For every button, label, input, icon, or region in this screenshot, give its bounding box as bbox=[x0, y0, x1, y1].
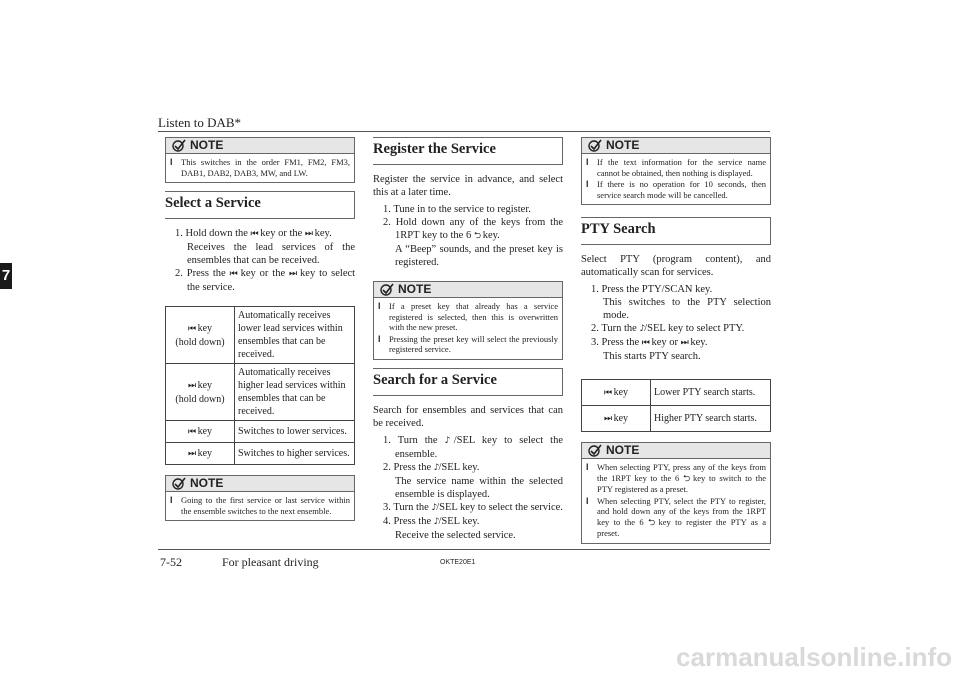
preset-arrow-icon: ⮌ bbox=[647, 517, 655, 528]
next-track-icon: ⏭ bbox=[680, 338, 688, 348]
step-item: 4. Press the ♪/SEL key. Receive the selected service. bbox=[383, 515, 516, 541]
note-item: l If the text information for the service name cannot be obtained, then nothing is displayed. bbox=[586, 157, 766, 178]
note-item: l If a preset key that already has a service registered is selected, then this is overwritten with the new preset. bbox=[378, 301, 558, 332]
table-row: ⏮ key Switches to lower services. bbox=[166, 421, 355, 443]
paragraph: Select PTY (program content), and automatically scan for services. bbox=[581, 254, 771, 278]
step-item: 1. Press the PTY/SCAN key. This switches to the PTY selection mode. bbox=[591, 284, 771, 321]
note-box bbox=[581, 137, 771, 205]
step-item: 2. Turn the ♪/SEL key to select PTY. bbox=[591, 323, 745, 334]
step-item: 2. Press the ♪/SEL key. The service name within the selected ensemble is displayed. bbox=[383, 461, 563, 500]
note-label: NOTE bbox=[606, 138, 640, 152]
tune-knob-icon: ♪ bbox=[444, 435, 454, 446]
note-label: NOTE bbox=[398, 282, 432, 296]
steps-list bbox=[373, 203, 563, 269]
next-track-icon: ⏭ bbox=[187, 448, 196, 459]
note-header bbox=[582, 138, 770, 154]
tune-knob-icon: ♪ bbox=[433, 516, 439, 527]
page-header-title: Listen to DAB* bbox=[158, 115, 242, 130]
paragraph: Search for ensembles and services that can be received. bbox=[373, 404, 563, 429]
header-rule bbox=[158, 131, 770, 132]
footer-rule bbox=[158, 549, 770, 550]
note-header bbox=[374, 282, 562, 298]
tune-knob-icon: ♪ bbox=[639, 324, 645, 334]
note-check-icon bbox=[172, 477, 186, 490]
chapter-tab: 7 bbox=[0, 263, 12, 289]
steps-list bbox=[373, 434, 563, 542]
next-track-icon: ⏭ bbox=[603, 413, 612, 424]
table-row: ⏮ key Lower PTY search starts. bbox=[582, 380, 771, 406]
step-item: 3. Turn the ♪/SEL key to select the service. bbox=[383, 501, 563, 513]
table-row: ⏭ key Higher PTY search starts. bbox=[582, 406, 771, 432]
prev-track-icon: ⏮ bbox=[187, 323, 196, 334]
preset-arrow-icon: ⮌ bbox=[683, 473, 690, 484]
note-item: l When selecting PTY, press any of the keys from the 1RPT key to the 6 ⮌ key to switch to the PTY registered as a preset. bbox=[586, 462, 767, 494]
watermark: carmanualsonline.info bbox=[676, 642, 952, 672]
step-item: 1. Tune in to the service to register. bbox=[383, 204, 531, 215]
step-item: 3. Press the ⏮ key or ⏭ key. This starts PTY search. bbox=[591, 337, 708, 362]
prev-track-icon: ⏮ bbox=[641, 338, 649, 348]
table-row: ⏭ key Switches to higher services. bbox=[166, 443, 355, 465]
note-item: l This switches in the order FM1, FM2, FM3, DAB1, DAB2, DAB3, MW, and LW. bbox=[170, 157, 350, 178]
prev-track-icon: ⏮ bbox=[603, 387, 612, 398]
key-table bbox=[165, 306, 355, 465]
column-left bbox=[165, 137, 355, 529]
prev-track-icon: ⏮ bbox=[229, 269, 237, 279]
note-header bbox=[166, 138, 354, 154]
document-code: OKTE20E1 bbox=[440, 559, 476, 566]
note-check-icon bbox=[380, 283, 394, 296]
note-header bbox=[166, 476, 354, 492]
note-box bbox=[373, 281, 563, 360]
note-item: l Pressing the preset key will select the previously registered service. bbox=[378, 333, 558, 354]
note-item: l When selecting PTY, select the PTY to register, and hold down any of the keys from the 1RPT key to the 6 ⮌ key to register the PTY as a preset. bbox=[586, 495, 767, 538]
note-label: NOTE bbox=[190, 138, 224, 152]
note-check-icon bbox=[588, 139, 602, 152]
next-track-icon: ⏭ bbox=[304, 229, 313, 239]
section-heading: Search for a Service bbox=[373, 368, 563, 396]
page-number: 7-52 bbox=[160, 555, 182, 569]
note-box bbox=[581, 442, 771, 544]
prev-track-icon: ⏮ bbox=[250, 229, 258, 239]
step-item: 1. Hold down the ⏮ key or the ⏭ key. Receives the lead services of the ensembles that can be received. bbox=[175, 228, 355, 266]
step-item: 2. Press the ⏮ key or the ⏭ key to select the service. bbox=[175, 268, 356, 293]
preset-arrow-icon: ⮌ bbox=[473, 231, 481, 241]
note-box bbox=[165, 475, 355, 521]
section-heading: PTY Search bbox=[581, 217, 771, 245]
column-right bbox=[581, 137, 771, 552]
steps-list bbox=[581, 283, 771, 363]
prev-track-icon: ⏮ bbox=[187, 426, 196, 437]
column-middle bbox=[373, 137, 563, 542]
key-table bbox=[581, 379, 771, 432]
note-check-icon bbox=[172, 139, 186, 152]
table-row: ⏮ key (hold down) Automatically receives lower lead services within ensembles that can be received. bbox=[166, 307, 355, 364]
table-row: ⏭ key (hold down) Automatically receives higher lead services within ensembles that can be received. bbox=[166, 364, 355, 421]
next-track-icon: ⏭ bbox=[289, 269, 297, 279]
step-item: 2. Hold down any of the keys from the 1RPT key to the 6 ⮌ key. A “Beep” sounds, and the preset key is registered. bbox=[383, 217, 563, 268]
note-label: NOTE bbox=[606, 443, 640, 457]
note-item: l If there is no operation for 10 seconds, then service search mode will be cancelled. bbox=[586, 179, 766, 200]
footer-section-title: For pleasant driving bbox=[222, 555, 319, 569]
step-item: 1. Turn the ♪/SEL key to select the ensemble. bbox=[383, 434, 563, 460]
steps-list bbox=[165, 227, 355, 294]
note-box bbox=[165, 137, 355, 183]
note-item: l Going to the first service or last service within the ensemble switches to the next ensemble. bbox=[170, 495, 350, 516]
section-heading: Select a Service bbox=[165, 191, 355, 219]
note-check-icon bbox=[588, 444, 602, 457]
next-track-icon: ⏭ bbox=[187, 380, 196, 391]
note-header bbox=[582, 443, 770, 459]
tune-knob-icon: ♪ bbox=[433, 462, 439, 473]
tune-knob-icon: ♪ bbox=[431, 502, 437, 513]
note-label: NOTE bbox=[190, 476, 224, 490]
paragraph: Register the service in advance, and select this at a later time. bbox=[373, 174, 563, 198]
section-heading: Register the Service bbox=[373, 137, 563, 165]
